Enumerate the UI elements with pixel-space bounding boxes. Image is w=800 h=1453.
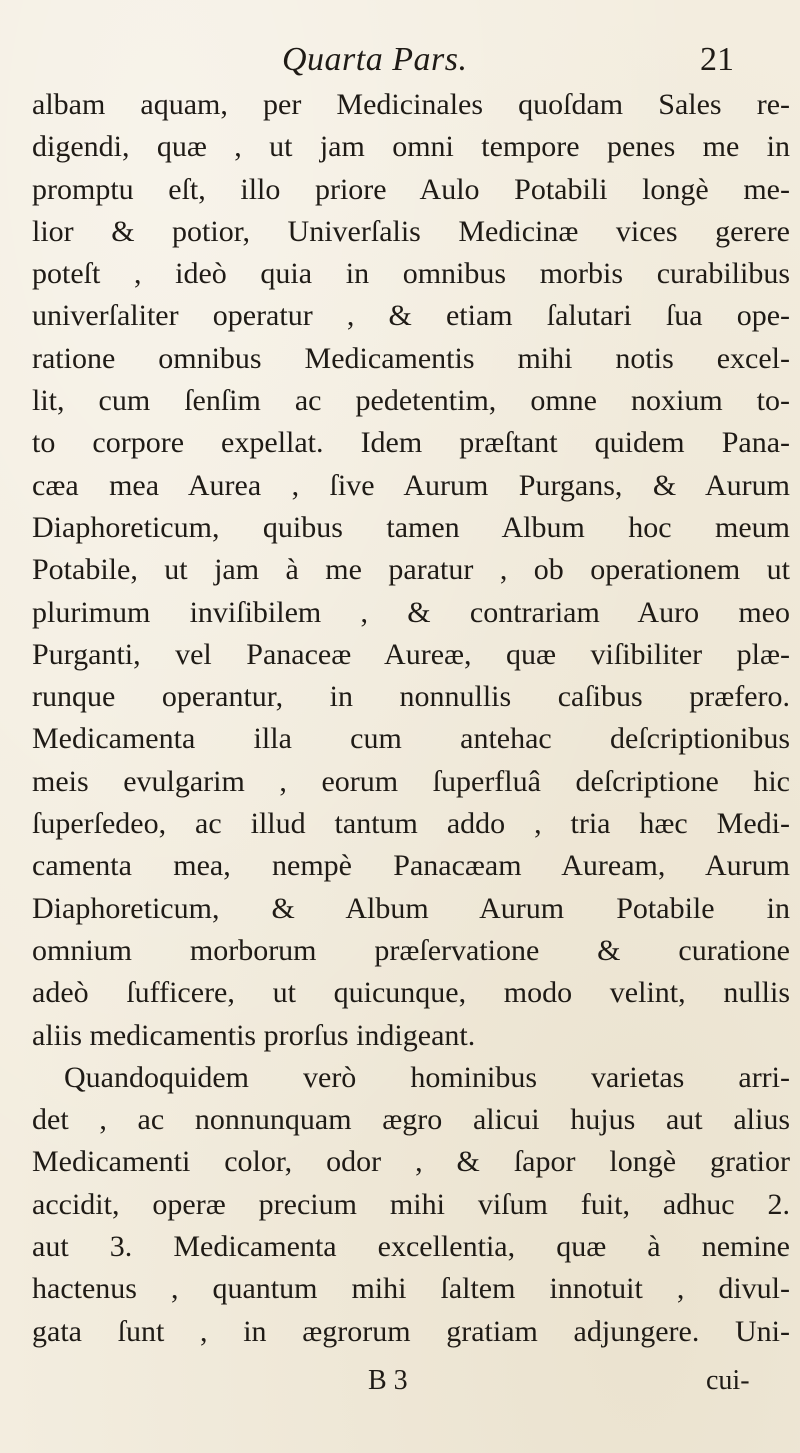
text-line: adeò ſufficere, ut quicunque, modo velint, nullis <box>32 976 790 1010</box>
text-line: accidit, operæ precium mihi viſum fuit, adhuc 2. <box>32 1187 790 1221</box>
text-line: lit, cum ſenſim ac pedetentim, omne noxium to- <box>32 384 790 418</box>
text-line: aliis medicamentis prorſus indigeant. <box>32 1018 476 1052</box>
text-line: det , ac nonnunquam ægro alicui hujus aut alius <box>32 1103 790 1137</box>
text-line: digendi, quæ , ut jam omni tempore penes me in <box>32 130 790 164</box>
page-footer <box>0 1360 800 1402</box>
text-line: ratione omnibus Medicamentis mihi notis excel- <box>32 341 790 375</box>
text-line: omnium morborum præſervatione & curatione <box>32 933 790 967</box>
text-line: to corpore expellat. Idem præſtant quidem Pana- <box>32 426 790 460</box>
text-line: camenta mea, nempè Panacæam Auream, Aurum <box>32 849 790 883</box>
text-line: cæa mea Aurea , ſive Aurum Purgans, & Aurum <box>32 468 790 502</box>
text-line: gata ſunt , in ægrorum gratiam adjungere. Uni- <box>32 1314 790 1348</box>
text-line: Diaphoreticum, & Album Aurum Potabile in <box>32 891 790 925</box>
page-number: 21 <box>700 41 734 78</box>
text-line: Medicamenti color, odor , & ſapor longè gratior <box>32 1145 790 1179</box>
catchword: cui- <box>706 1365 750 1396</box>
text-line: hactenus , quantum mihi ſaltem innotuit , divul- <box>32 1272 790 1306</box>
text-line: promptu eſt, illo priore Aulo Potabili longè me- <box>32 172 790 206</box>
text-line: albam aquam, per Medicinales quoſdam Sales re- <box>32 88 790 121</box>
text-line: Purganti, vel Panaceæ Aureæ, quæ viſibiliter plæ- <box>32 637 790 671</box>
text-line: ſuperſedeo, ac illud tantum addo , tria hæc Medi- <box>32 807 790 841</box>
text-line: aut 3. Medicamenta excellentia, quæ à nemine <box>32 1230 790 1264</box>
text-line: meis evulgarim , eorum ſuperfluâ deſcriptione hic <box>32 764 790 798</box>
text-line: runque operantur, in nonnullis caſibus præfero. <box>32 680 790 714</box>
body-text <box>32 84 790 1353</box>
running-title: Quarta Pars. <box>282 41 468 78</box>
text-line: univerſaliter operatur , & etiam ſalutari ſua ope- <box>32 299 790 333</box>
text-line: lior & potior, Univerſalis Medicinæ vices gerere <box>32 214 790 248</box>
text-line: Medicamenta illa cum antehac deſcriptionibus <box>32 722 790 756</box>
text-line: Diaphoreticum, quibus tamen Album hoc meum <box>32 510 790 544</box>
page-header <box>0 40 800 80</box>
signature-mark: B 3 <box>368 1365 408 1396</box>
text-line: Potabile, ut jam à me paratur , ob operationem ut <box>32 553 790 587</box>
text-line: poteſt , ideò quia in omnibus morbis curabilibus <box>32 257 790 291</box>
text-line: plurimum inviſibilem , & contrariam Auro meo <box>32 595 790 629</box>
text-line: Quandoquidem verò hominibus varietas arri- <box>64 1060 790 1094</box>
